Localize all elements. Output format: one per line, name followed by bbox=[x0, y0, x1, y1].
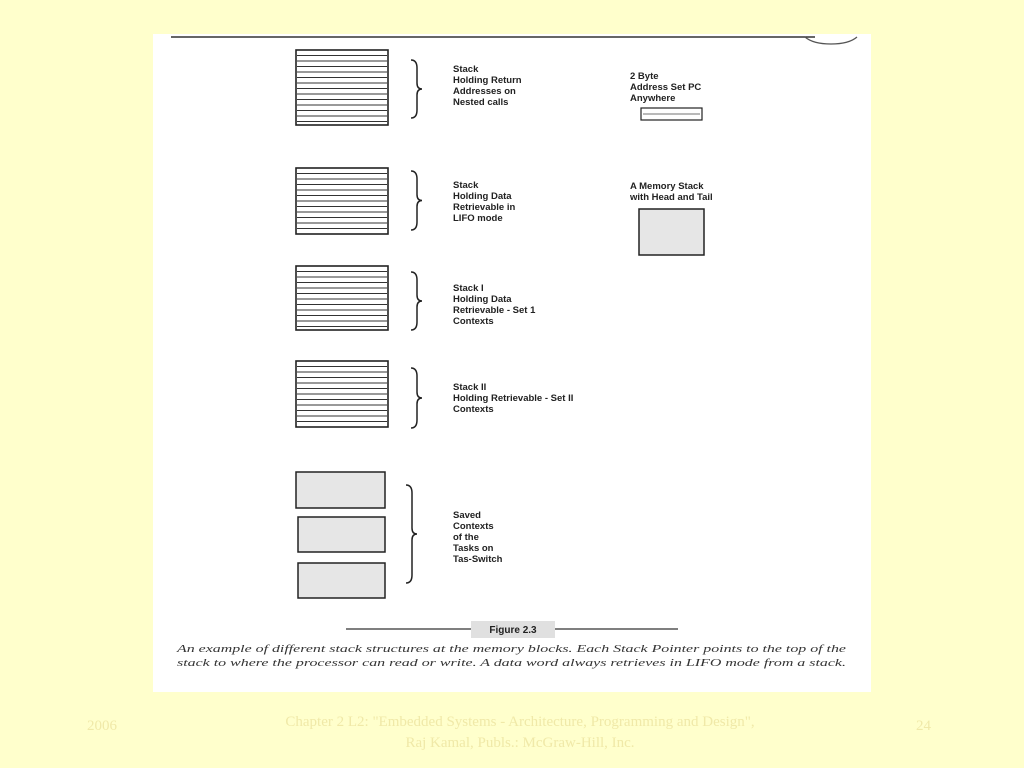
stack-label-1: Stack Holding Return Addresses on Nested calls bbox=[453, 64, 522, 108]
stack-label-2: Stack Holding Data Retrievable in LIFO mode bbox=[453, 180, 516, 224]
saved-context-box-1 bbox=[296, 472, 385, 508]
brace-3 bbox=[411, 272, 422, 330]
memory-stack-label: A Memory Stack with Head and Tail bbox=[630, 181, 713, 203]
memory-stack-box bbox=[639, 209, 704, 255]
braces bbox=[406, 60, 422, 583]
brace-2 bbox=[411, 171, 422, 230]
brace-1 bbox=[411, 60, 422, 118]
corner-tab bbox=[805, 37, 857, 44]
saved-contexts-label: Saved Contexts of the Tasks on Tas-Switch bbox=[453, 510, 503, 565]
caption-line-2: stack to where the processor can read or write. A data word always retrieves in LIFO mode from a stack. bbox=[177, 658, 846, 669]
footer-citation bbox=[200, 712, 840, 754]
saved-context-box-2 bbox=[298, 517, 385, 552]
stack-block-3 bbox=[296, 266, 388, 330]
stack-block-2 bbox=[296, 168, 388, 234]
stack-blocks bbox=[296, 50, 388, 427]
stack-block-4 bbox=[296, 361, 388, 427]
footer-citation-line-2: Raj Kamal, Publs.: McGraw-Hill, Inc. bbox=[405, 735, 635, 751]
caption-line-1: An example of different stack structures at the memory blocks. Each Stack Pointer points to the top of the bbox=[175, 644, 847, 655]
figure-label: Figure 2.3 bbox=[489, 625, 537, 636]
brace-4 bbox=[411, 368, 422, 428]
footer-year: 2006 bbox=[87, 718, 117, 734]
footer-citation-line-1: Chapter 2 L2: "Embedded Systems - Architecture, Programming and Design", bbox=[285, 714, 755, 730]
pc-address-label: 2 Byte Address Set PC Anywhere bbox=[630, 71, 702, 104]
saved-context-box-3 bbox=[298, 563, 385, 598]
stack-block-1 bbox=[296, 50, 388, 125]
footer-page-number: 24 bbox=[916, 718, 931, 734]
stack-label-4: Stack II Holding Retrievable - Set II Contexts bbox=[453, 382, 574, 415]
stack-label-3: Stack I Holding Data Retrievable - Set 1 Contexts bbox=[453, 283, 536, 327]
brace-5 bbox=[406, 485, 417, 583]
figure-image bbox=[153, 34, 871, 692]
stack-diagram bbox=[153, 34, 871, 692]
